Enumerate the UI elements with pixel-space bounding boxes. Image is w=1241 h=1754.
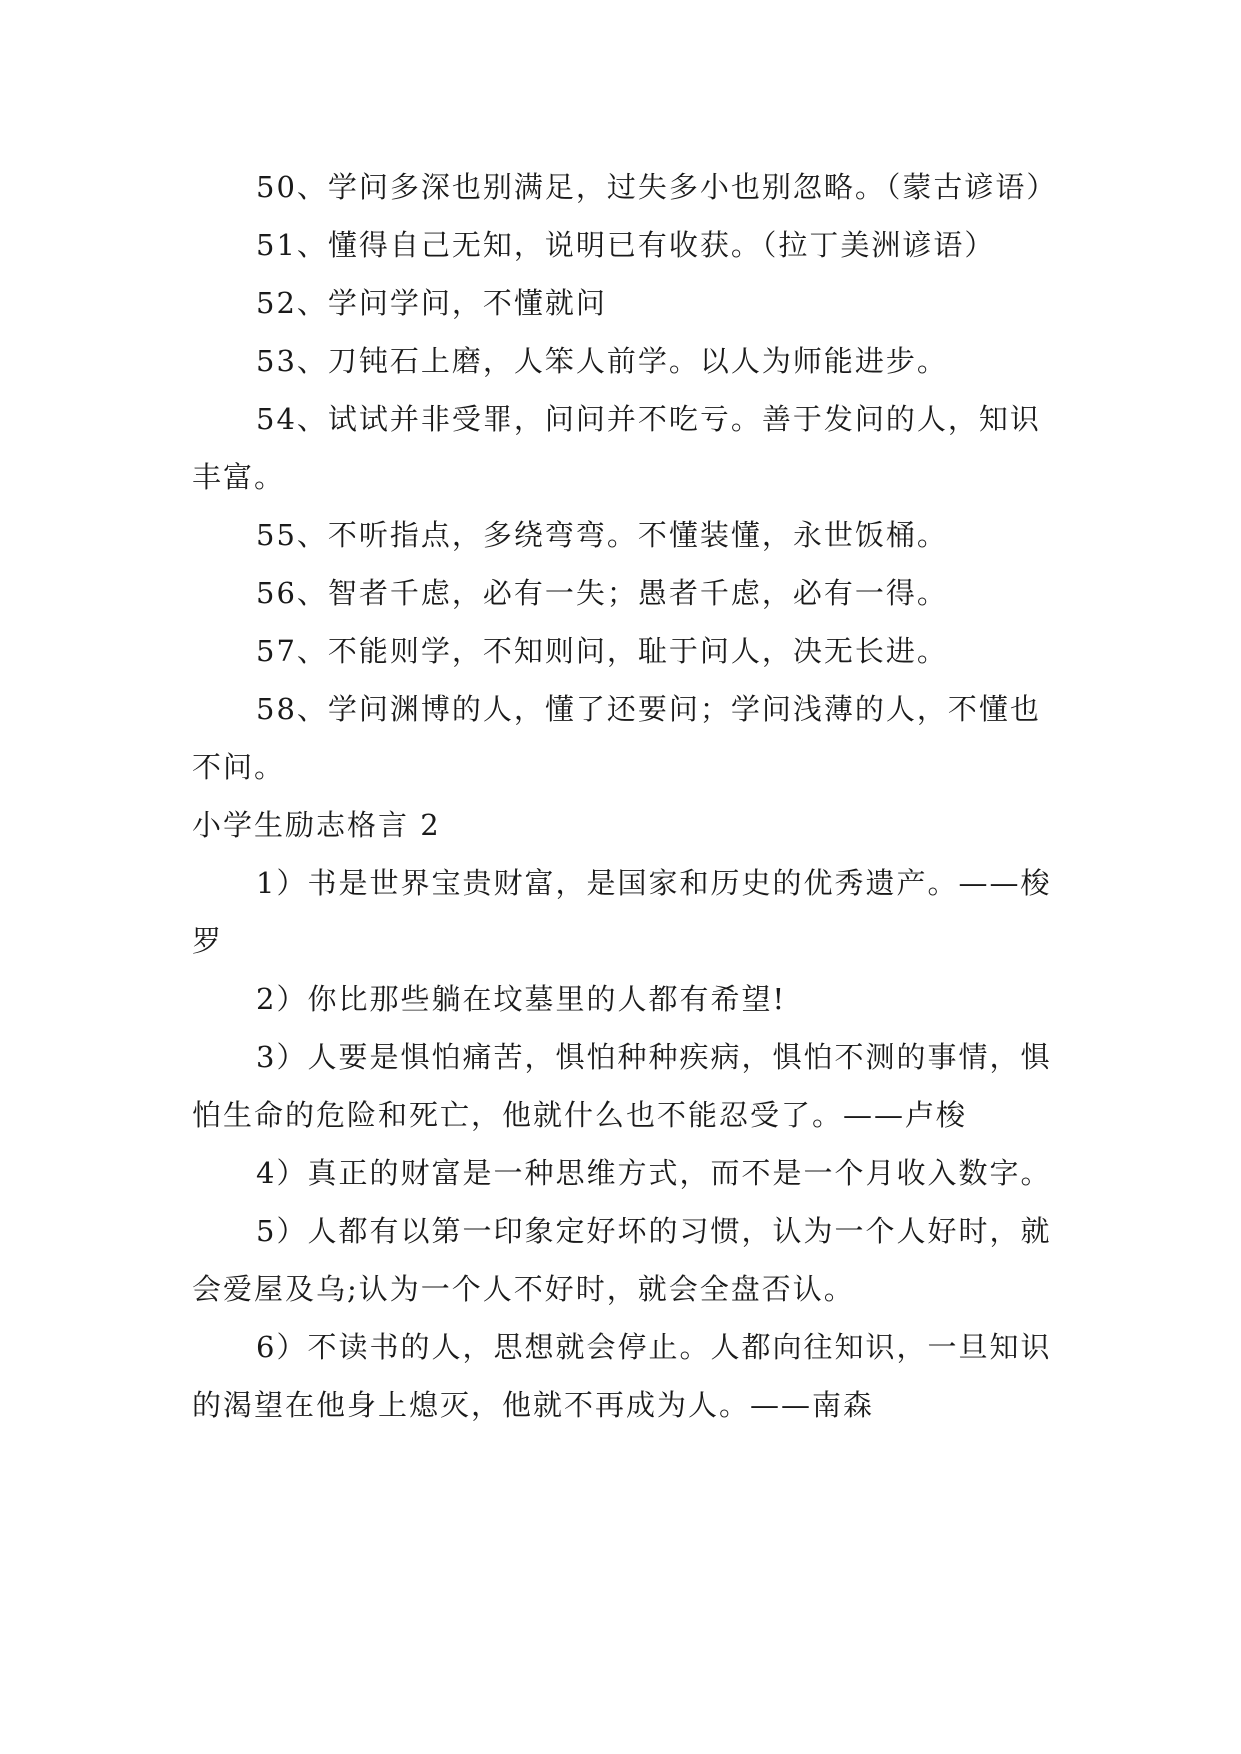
proverb-58: 58、学问渊博的人，懂了还要问；学问浅薄的人，不懂也不问。 — [192, 692, 1041, 784]
motto-5: 5）人都有以第一印象定好坏的习惯，认为一个人好时，就会爱屋及乌;认为一个人不好时，就会全盘否认。 — [192, 1214, 1052, 1306]
motto-1: 1）书是世界宝贵财富，是国家和历史的优秀遗产。——梭罗 — [192, 866, 1052, 958]
document-body — [192, 158, 1062, 1434]
motto-3: 3）人要是惧怕痛苦，惧怕种种疾病，惧怕不测的事情，惧怕生命的危险和死亡，他就什么也不能忍受了。——卢梭 — [192, 1040, 1052, 1132]
proverb-53: 53、刀钝石上磨，人笨人前学。以人为师能进步。 — [256, 344, 948, 378]
motto-4: 4）真正的财富是一种思维方式，而不是一个月收入数字。 — [256, 1156, 1052, 1190]
proverb-52: 52、学问学问，不懂就问 — [256, 286, 607, 320]
section-heading: 小学生励志格言 2 — [192, 808, 441, 842]
motto-2: 2）你比那些躺在坟墓里的人都有希望! — [256, 982, 787, 1016]
motto-6: 6）不读书的人，思想就会停止。人都向往知识，一旦知识的渴望在他身上熄灭，他就不再成为人。——南森 — [192, 1330, 1052, 1422]
proverb-51: 51、懂得自己无知，说明已有收获。（拉丁美洲谚语） — [256, 228, 996, 262]
proverb-55: 55、不听指点，多绕弯弯。不懂装懂，永世饭桶。 — [256, 518, 948, 552]
proverb-56: 56、智者千虑，必有一失；愚者千虑，必有一得。 — [256, 576, 948, 610]
proverb-54: 54、试试并非受罪，问问并不吃亏。善于发问的人，知识丰富。 — [192, 402, 1041, 494]
proverb-50: 50、学问多深也别满足，过失多小也别忽略。（蒙古谚语） — [256, 170, 1058, 204]
proverb-57: 57、不能则学，不知则问，耻于问人，决无长进。 — [256, 634, 948, 668]
